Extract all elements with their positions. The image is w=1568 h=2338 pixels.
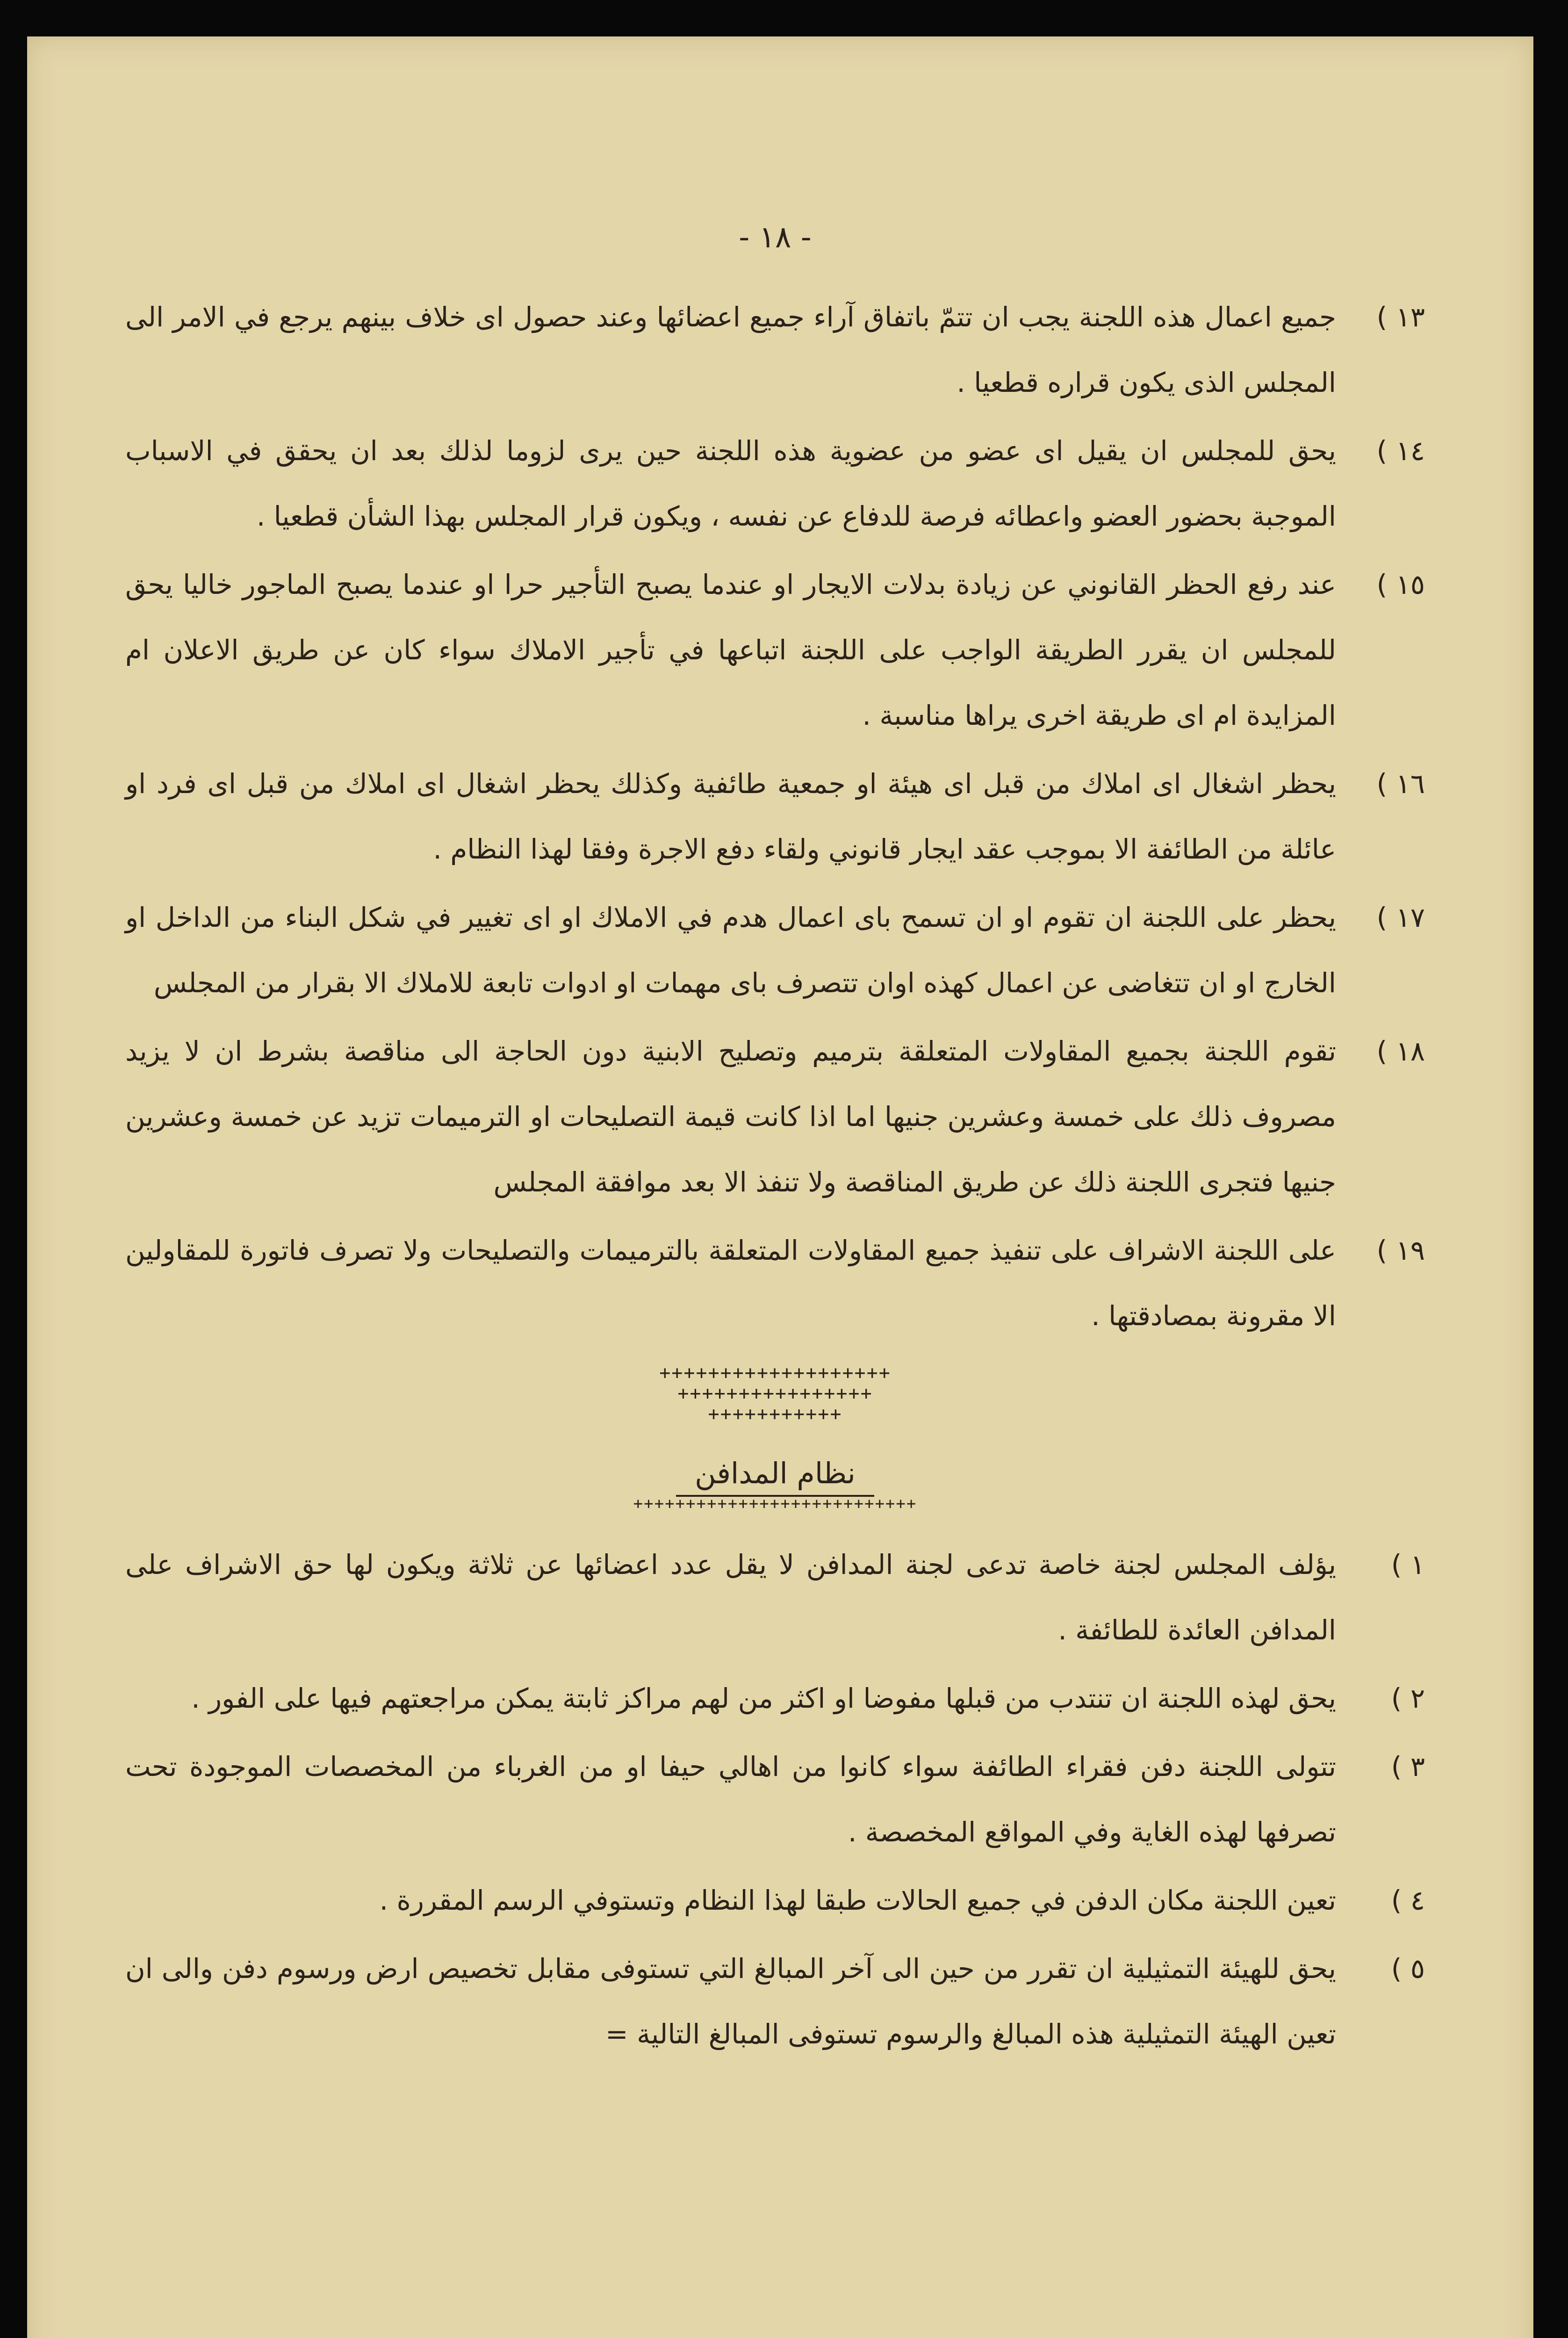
item-text: يحظر اشغال اى املاك من قبل اى هيئة او جمعية طائفية وكذلك يحظر اشغال اى املاك من قبل اى فرد او عائلة من الطائفة الا بموجب عقد ايجار قانوني ولقاء دفع الاجرة وفقا لهذا النظام . (125, 768, 1336, 865)
page-number: - ١٨ - (739, 220, 812, 255)
item-number: ٥ ) (1391, 1953, 1425, 1984)
item-text: جميع اعمال هذه اللجنة يجب ان تتمّ باتفاق آراء جميع اعضائها وعند حصول اى خلاف بينهم يرجع في الامر الى المجلس الذى يكون قراره قطعيا . (125, 301, 1336, 398)
item-number: ٣ ) (1391, 1751, 1425, 1782)
list-item (125, 284, 1425, 415)
ornament-divider (125, 1363, 1425, 1424)
list-item (125, 751, 1425, 882)
item-text: يؤلف المجلس لجنة خاصة تدعى لجنة المدافن لا يقل عدد اعضائها عن ثلاثة ويكون لها حق الاشراف على المدافن العائدة للطائفة . (125, 1549, 1336, 1646)
section-title-text: نظام المدافن (676, 1456, 874, 1497)
item-text: تقوم اللجنة بجميع المقاولات المتعلقة بترميم وتصليح الابنية دون الحاجة الى مناقصة بشرط ان لا يزيد مصروف ذلك على خمسة وعشرين جنيها اما اذا كانت قيمة التصليحات او الترميمات تزيد عن خمسة وعشرين جنيها فتجرى اللجنة ذلك عن طريق المناقصة ولا تنفذ الا بعد موافقة المجلس (125, 1035, 1336, 1198)
item-number: ١٣ ) (1376, 301, 1425, 333)
document-page (27, 36, 1533, 2338)
list-item (125, 885, 1425, 1016)
list-item (125, 1018, 1425, 1215)
item-number: ١٥ ) (1376, 569, 1425, 600)
section-title (125, 1452, 1425, 1494)
list-item (125, 1532, 1425, 1663)
ornament-line: +++++++++++ (708, 1403, 842, 1425)
item-text: على اللجنة الاشراف على تنفيذ جميع المقاولات المتعلقة بالترميمات والتصليحات ولا تصرف فاتورة للمقاولين الا مقرونة بمصادقتها . (125, 1234, 1336, 1332)
ornament-line: +++++++++++++++++++ (659, 1362, 891, 1384)
regulation-list-1 (125, 284, 1425, 1349)
list-item (125, 1734, 1425, 1865)
list-item (125, 418, 1425, 549)
item-text: يحق للهيئة التمثيلية ان تقرر من حين الى آخر المبالغ التي تستوفى مقابل تخصيص ارض ورسوم دفن والى ان تعين الهيئة التمثيلية هذه المبالغ والرسوم تستوفى المبالغ التالية = (125, 1953, 1336, 2050)
item-number: ١٨ ) (1376, 1035, 1425, 1067)
item-number: ١٧ ) (1376, 902, 1425, 933)
list-item (125, 1868, 1425, 1933)
item-number: ٢ ) (1391, 1682, 1425, 1714)
list-item (125, 552, 1425, 748)
page-content (125, 205, 1425, 2070)
item-text: يحق لهذه اللجنة ان تنتدب من قبلها مفوضا او اكثر من لهم مراكز ثابتة يمكن مراجعتهم فيها على الفور . (191, 1682, 1336, 1714)
list-item (125, 1218, 1425, 1349)
item-number: ١ ) (1391, 1549, 1425, 1580)
item-text: عند رفع الحظر القانوني عن زيادة بدلات الايجار او عندما يصبح التأجير حرا او عندما يصبح الماجور خاليا يحق للمجلس ان يقرر الطريقة الواجب على اللجنة اتباعها في تأجير الاملاك سواء كان عن طريق الاعلان ام المزايدة ام اى طريقة اخرى يراها مناسبة . (125, 569, 1336, 731)
list-item (125, 1936, 1425, 2067)
item-number: ١٤ ) (1376, 435, 1425, 467)
item-text: تعين اللجنة مكان الدفن في جميع الحالات طبقا لهذا النظام وتستوفي الرسم المقررة . (379, 1884, 1336, 1916)
item-text: يحظر على اللجنة ان تقوم او ان تسمح باى اعمال هدم في الاملاك او اى تغيير في شكل البناء من الداخل او الخارج او ان تتغاضى عن اعمال كهذه اوان تتصرف باى مهمات او ادوات تابعة للاملاك الا بقرار من المجلس (125, 902, 1336, 999)
ornament-line: ++++++++++++++++ (677, 1383, 873, 1404)
item-number: ١٩ ) (1376, 1234, 1425, 1266)
item-text: تتولى اللجنة دفن فقراء الطائفة سواء كانوا من اهالي حيفا او من الغرباء من المخصصات الموجودة تحت تصرفها لهذه الغاية وفي المواقع المخصصة . (125, 1751, 1336, 1848)
item-text: يحق للمجلس ان يقيل اى عضو من عضوية هذه اللجنة حين يرى لزوما لذلك بعد ان يحقق في الاسباب الموجبة بحضور العضو واعطائه فرصة للدفاع عن نفسه ، ويكون قرار المجلس بهذا الشأن قطعيا . (125, 435, 1336, 532)
section-title-underline: +++++++++++++++++++++++++++ (633, 1494, 917, 1513)
list-item (125, 1666, 1425, 1731)
item-number: ٤ ) (1391, 1884, 1425, 1916)
regulation-list-2 (125, 1532, 1425, 2067)
item-number: ١٦ ) (1376, 768, 1425, 800)
